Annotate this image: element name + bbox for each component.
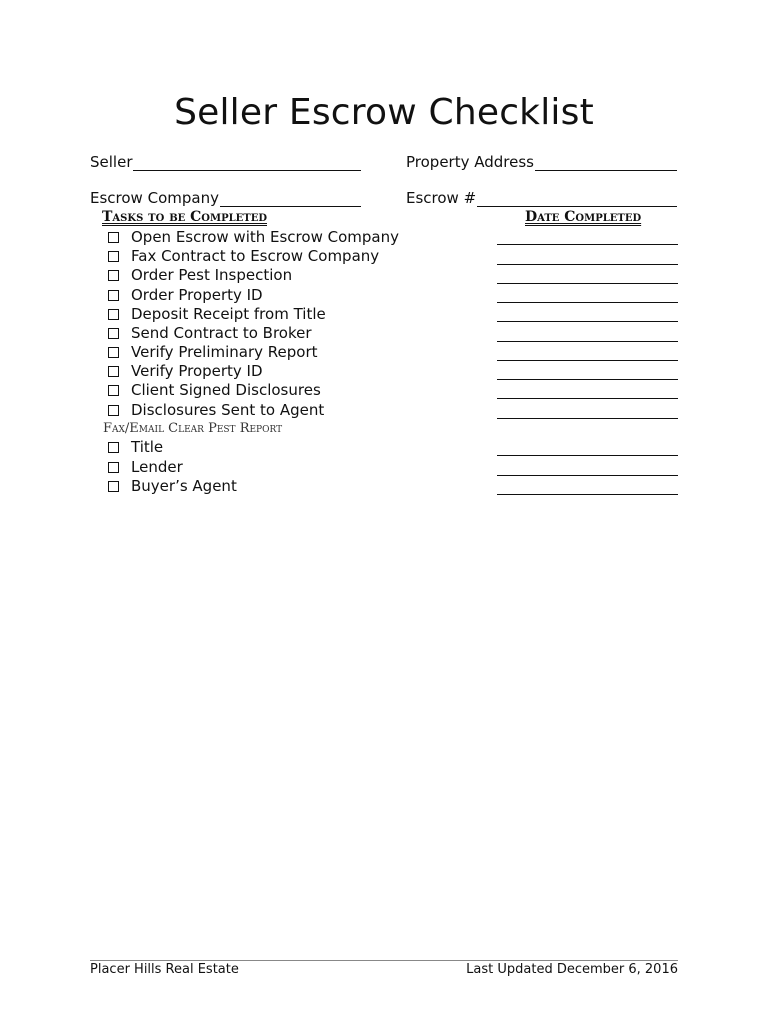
date-line[interactable] (497, 341, 678, 342)
date-line[interactable] (497, 283, 678, 284)
sub-task-item[interactable]: Title (106, 438, 163, 456)
date-line[interactable] (497, 264, 678, 265)
checkbox-icon[interactable] (108, 309, 119, 320)
escrow-number-label: Escrow # (406, 189, 477, 207)
escrow-number-line[interactable] (477, 192, 677, 207)
escrow-company-line[interactable] (220, 192, 361, 207)
date-line[interactable] (497, 418, 678, 419)
checkbox-icon[interactable] (108, 366, 119, 377)
property-address-field[interactable] (406, 153, 677, 171)
escrow-number-field[interactable] (406, 189, 677, 207)
checkbox-icon[interactable] (108, 270, 119, 281)
checkbox-icon[interactable] (108, 442, 119, 453)
seller-line[interactable] (133, 156, 361, 171)
escrow-company-field[interactable] (90, 189, 361, 207)
property-address-line[interactable] (535, 156, 677, 171)
tasks-header: Tasks to be Completed (102, 209, 267, 225)
checkbox-icon[interactable] (108, 290, 119, 301)
date-line[interactable] (497, 244, 678, 245)
checkbox-icon[interactable] (108, 462, 119, 473)
checkbox-icon[interactable] (108, 405, 119, 416)
checkbox-icon[interactable] (108, 347, 119, 358)
page-title: Seller Escrow Checklist (174, 92, 594, 133)
task-item[interactable]: Order Property ID (106, 286, 263, 304)
seller-field[interactable] (90, 153, 361, 171)
date-line[interactable] (497, 302, 678, 303)
sub-task-item[interactable]: Lender (106, 458, 183, 476)
date-line[interactable] (497, 398, 678, 399)
sub-task-item[interactable]: Buyer’s Agent (106, 477, 237, 495)
date-line[interactable] (497, 321, 678, 322)
footer-updated: Last Updated December 6, 2016 (466, 962, 678, 977)
date-line[interactable] (497, 455, 678, 456)
task-item[interactable]: Client Signed Disclosures (106, 381, 321, 399)
date-line[interactable] (497, 360, 678, 361)
checkbox-icon[interactable] (108, 385, 119, 396)
property-address-label: Property Address (406, 153, 534, 171)
date-line[interactable] (497, 379, 678, 380)
checkbox-icon[interactable] (108, 328, 119, 339)
checkbox-icon[interactable] (108, 232, 119, 243)
task-item[interactable]: Deposit Receipt from Title (106, 305, 326, 323)
task-item[interactable]: Order Pest Inspection (106, 266, 292, 284)
date-header: Date Completed (525, 209, 642, 225)
task-item[interactable]: Open Escrow with Escrow Company (106, 228, 399, 246)
task-item[interactable]: Send Contract to Broker (106, 324, 312, 342)
task-item[interactable]: Verify Property ID (106, 362, 263, 380)
seller-label: Seller (90, 153, 133, 171)
subsection-header: Fax/Email Clear Pest Report (103, 421, 283, 436)
escrow-company-label: Escrow Company (90, 189, 219, 207)
task-item[interactable]: Fax Contract to Escrow Company (106, 247, 379, 265)
footer-company: Placer Hills Real Estate (90, 962, 239, 977)
date-line[interactable] (497, 494, 678, 495)
date-line[interactable] (497, 475, 678, 476)
checkbox-icon[interactable] (108, 251, 119, 262)
task-item[interactable]: Verify Preliminary Report (106, 343, 318, 361)
checkbox-icon[interactable] (108, 481, 119, 492)
task-item[interactable]: Disclosures Sent to Agent (106, 401, 324, 419)
footer-divider (90, 960, 678, 961)
